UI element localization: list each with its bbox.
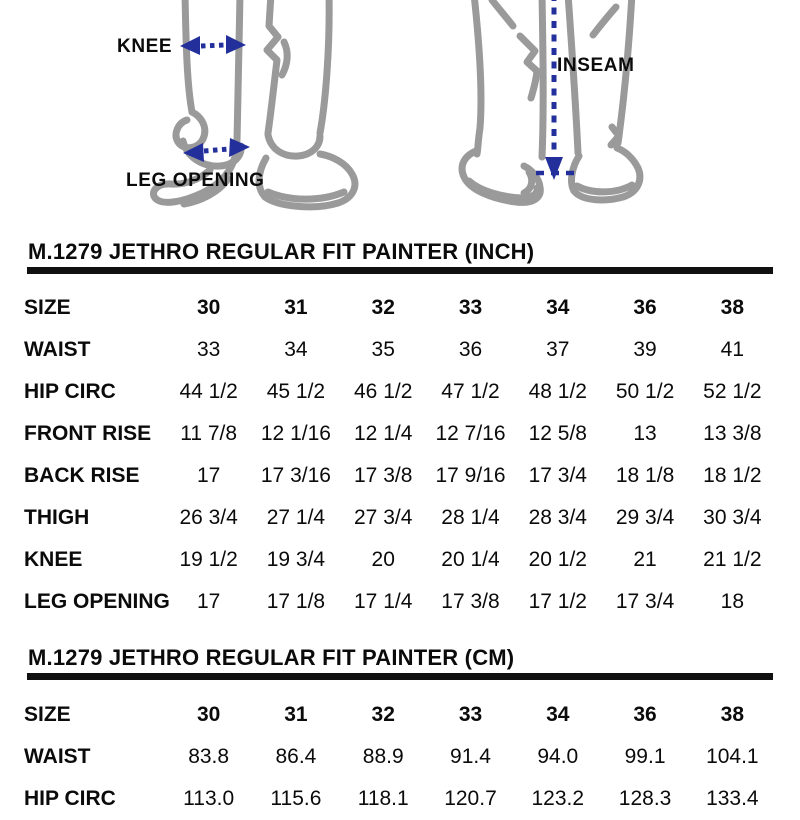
pant-right-leg-outline (320, 0, 329, 133)
cell-value: 35 (371, 338, 395, 361)
pant-left-leg-outline (185, 0, 192, 112)
table-row (24, 455, 776, 497)
cell-value: 104.1 (706, 745, 759, 768)
cell-value: 29 3/4 (615, 506, 675, 529)
cell-value: 133.4 (706, 787, 759, 810)
size-column-header: 33 (458, 296, 483, 319)
arrow-dashed-line (204, 149, 229, 151)
cell-value: 17 3/16 (260, 464, 331, 487)
cell-value: 27 3/4 (354, 506, 413, 529)
fabric-crease (611, 127, 619, 145)
pants-illustration (0, 0, 800, 228)
cell-value: 45 1/2 (266, 380, 326, 403)
size-column-header: 34 (546, 296, 570, 319)
cell-value: 18 (720, 590, 745, 613)
cell-value: 115.6 (270, 787, 322, 810)
row-label: BACK RISE (24, 464, 140, 487)
cell-value: 12 1/16 (260, 422, 331, 445)
row-label: WAIST (24, 745, 91, 768)
cell-value: 28 3/4 (528, 506, 587, 529)
row-label: KNEE (24, 548, 83, 571)
cell-value: 52 1/2 (703, 380, 762, 403)
row-label: LEG OPENING (24, 590, 170, 613)
size-column-header: 36 (633, 703, 657, 726)
pant-left-leg-outline (474, 0, 481, 154)
cell-value: 30 3/4 (703, 506, 762, 529)
cell-value: 18 1/8 (615, 464, 675, 487)
size-column-header: 33 (458, 703, 483, 726)
cell-value: 17 9/16 (435, 464, 506, 487)
pant-right-cuff-hem (268, 135, 320, 156)
cell-value: 13 3/8 (703, 422, 762, 445)
cell-value: 86.4 (275, 745, 317, 768)
cell-value: 12 7/16 (435, 422, 506, 445)
table-row (24, 778, 776, 820)
row-label: HIP CIRC (24, 787, 116, 810)
cell-value: 50 1/2 (615, 380, 675, 403)
cell-value: 17 1/2 (528, 590, 587, 613)
cell-value: 99.1 (624, 745, 666, 768)
knee-label: KNEE (117, 36, 173, 57)
fabric-crease (282, 42, 287, 75)
cell-value: 27 1/4 (266, 506, 326, 529)
inch-title-underline (27, 267, 773, 274)
cm-title-underline (27, 673, 773, 680)
cell-value: 17 1/4 (354, 590, 413, 613)
cell-value: 20 1/2 (528, 548, 587, 571)
table-row (24, 497, 776, 539)
cell-value: 26 3/4 (179, 506, 238, 529)
cell-value: 17 3/8 (354, 464, 413, 487)
table-row (24, 413, 776, 455)
pant-left-leg-outline (542, 0, 543, 157)
size-column-header: 38 (720, 296, 745, 319)
shoe-heel-curl (524, 172, 532, 193)
cell-value: 12 5/8 (528, 422, 587, 445)
cell-value: 48 1/2 (528, 380, 587, 403)
cell-value: 128.3 (618, 787, 672, 810)
cell-value: 123.2 (531, 787, 585, 810)
cell-value: 17 3/8 (441, 590, 500, 613)
cell-value: 44 1/2 (179, 380, 238, 403)
cell-value: 17 3/4 (615, 590, 675, 613)
cell-value: 17 (196, 464, 221, 487)
cell-value: 41 (720, 338, 745, 361)
cell-value: 20 (371, 548, 395, 571)
cell-value: 83.8 (188, 745, 230, 768)
cell-value: 33 (196, 338, 221, 361)
size-column-header: 36 (633, 296, 657, 319)
size-column-header: 31 (284, 703, 308, 726)
cm-size-table (24, 694, 776, 820)
table-row (24, 329, 776, 371)
cell-value: 39 (633, 338, 657, 361)
cell-value: 12 1/4 (354, 422, 413, 445)
cell-value: 13 (633, 422, 657, 445)
row-label: HIP CIRC (24, 380, 116, 403)
size-column-header: 38 (720, 703, 745, 726)
cell-value: 17 (196, 590, 221, 613)
size-header-row (24, 287, 776, 329)
cm-table-title: M.1279 JETHRO REGULAR FIT PAINTER (CM) (28, 645, 515, 670)
size-column-header: 31 (284, 296, 308, 319)
inseam-label: INSEAM (557, 55, 635, 76)
table-row (24, 371, 776, 413)
leg-opening-label: LEG OPENING (126, 170, 265, 191)
row-label: SIZE (24, 296, 71, 319)
cell-value: 17 3/4 (528, 464, 587, 487)
cell-value: 47 1/2 (441, 380, 500, 403)
cell-value: 36 (458, 338, 483, 361)
cell-value: 46 1/2 (354, 380, 413, 403)
cell-value: 19 1/2 (179, 548, 238, 571)
pant-right-leg-outline (267, 0, 278, 133)
table-row (24, 581, 776, 623)
fabric-crease (492, 0, 513, 26)
cell-value: 120.7 (444, 787, 497, 810)
size-header-row (24, 694, 776, 736)
arrow-dashed-line (201, 45, 225, 46)
shoe-sole-line (268, 192, 344, 199)
cell-value: 34 (284, 338, 308, 361)
inch-table-title: M.1279 JETHRO REGULAR FIT PAINTER (INCH) (28, 239, 535, 264)
pant-left-leg-outline (237, 0, 240, 141)
cell-value: 17 1/8 (266, 590, 326, 613)
table-row (24, 736, 776, 778)
table-row (24, 539, 776, 581)
shoe-sole-line (577, 185, 632, 192)
inch-size-table (24, 287, 776, 623)
size-column-header: 30 (196, 296, 221, 319)
size-column-header: 32 (371, 296, 395, 319)
cell-value: 88.9 (362, 745, 404, 768)
size-column-header: 30 (196, 703, 221, 726)
size-column-header: 34 (546, 703, 570, 726)
cell-value: 113.0 (183, 787, 235, 810)
measurement-diagram (0, 0, 800, 228)
cell-value: 37 (546, 338, 570, 361)
fabric-crease (593, 7, 616, 35)
cell-value: 19 3/4 (266, 548, 326, 571)
size-column-header: 32 (371, 703, 395, 726)
cell-value: 11 7/8 (180, 422, 238, 445)
cell-value: 94.0 (537, 745, 579, 768)
cell-value: 18 1/2 (703, 464, 762, 487)
cell-value: 20 1/4 (441, 548, 500, 571)
row-label: SIZE (24, 703, 71, 726)
cell-value: 118.1 (357, 787, 409, 810)
row-label: FRONT RISE (24, 422, 152, 445)
pant-right-leg-outline (568, 0, 578, 153)
cell-value: 21 (633, 548, 657, 571)
row-label: THIGH (24, 506, 90, 529)
fabric-crease (520, 36, 537, 98)
cell-value: 28 1/4 (441, 506, 500, 529)
cell-value: 91.4 (450, 745, 491, 768)
cell-value: 21 1/2 (703, 548, 762, 571)
row-label: WAIST (24, 338, 91, 361)
arrow-down-head (545, 157, 563, 180)
